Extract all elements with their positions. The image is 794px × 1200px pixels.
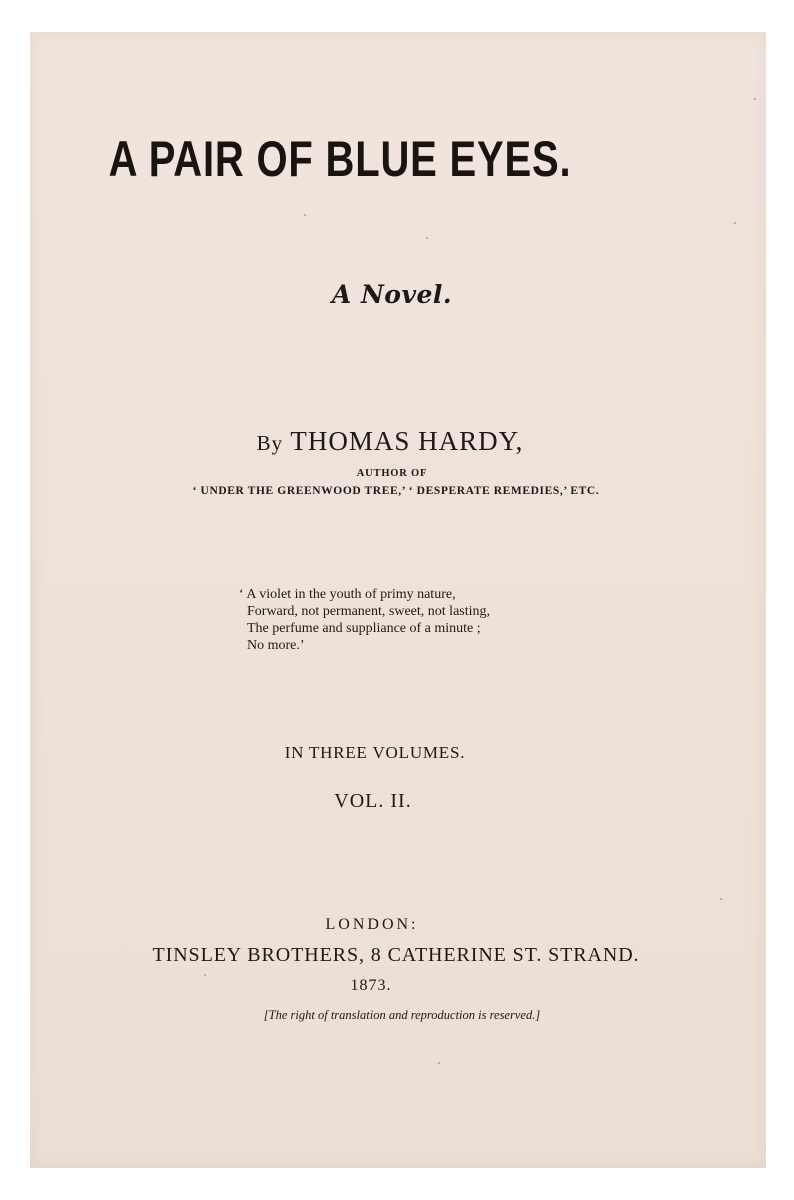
byline-prefix: By [256, 431, 284, 455]
title-page [30, 32, 766, 1168]
epigraph-line: Forward, not permanent, sweet, not lasting, [247, 604, 491, 619]
book-title: A PAIR OF BLUE EYES. [108, 131, 572, 187]
publication-city: LONDON: [325, 916, 419, 933]
volume-number: VOL. II. [334, 790, 412, 812]
book-subtitle: A Novel. [331, 280, 453, 309]
paper-speck [426, 237, 428, 239]
publication-year: 1873. [350, 977, 392, 994]
prior-works: ‘ UNDER THE GREENWOOD TREE,’ ‘ DESPERATE REMEDIES,’ ETC. [192, 485, 600, 497]
paper-speck [754, 98, 756, 100]
epigraph-line: No more.’ [247, 638, 305, 653]
epigraph-line: The perfume and suppliance of a minute ; [247, 621, 481, 636]
paper-speck [304, 214, 306, 216]
author-of-label: AUTHOR OF [356, 468, 428, 479]
epigraph-line: ‘ A violet in the youth of primy nature, [239, 587, 456, 602]
paper-speck [720, 898, 722, 900]
author-byline [30, 426, 758, 457]
volumes-statement: IN THREE VOLUMES. [284, 743, 466, 762]
epigraph [239, 586, 490, 654]
author-name: THOMAS HARDY, [290, 426, 524, 456]
paper-speck [734, 222, 736, 224]
rights-notice: [The right of translation and reproduction is reserved.] [263, 1008, 541, 1022]
publisher: TINSLEY BROTHERS, 8 CATHERINE ST. STRAND. [152, 944, 640, 966]
paper-speck [438, 1062, 440, 1064]
paper-speck [204, 974, 206, 976]
